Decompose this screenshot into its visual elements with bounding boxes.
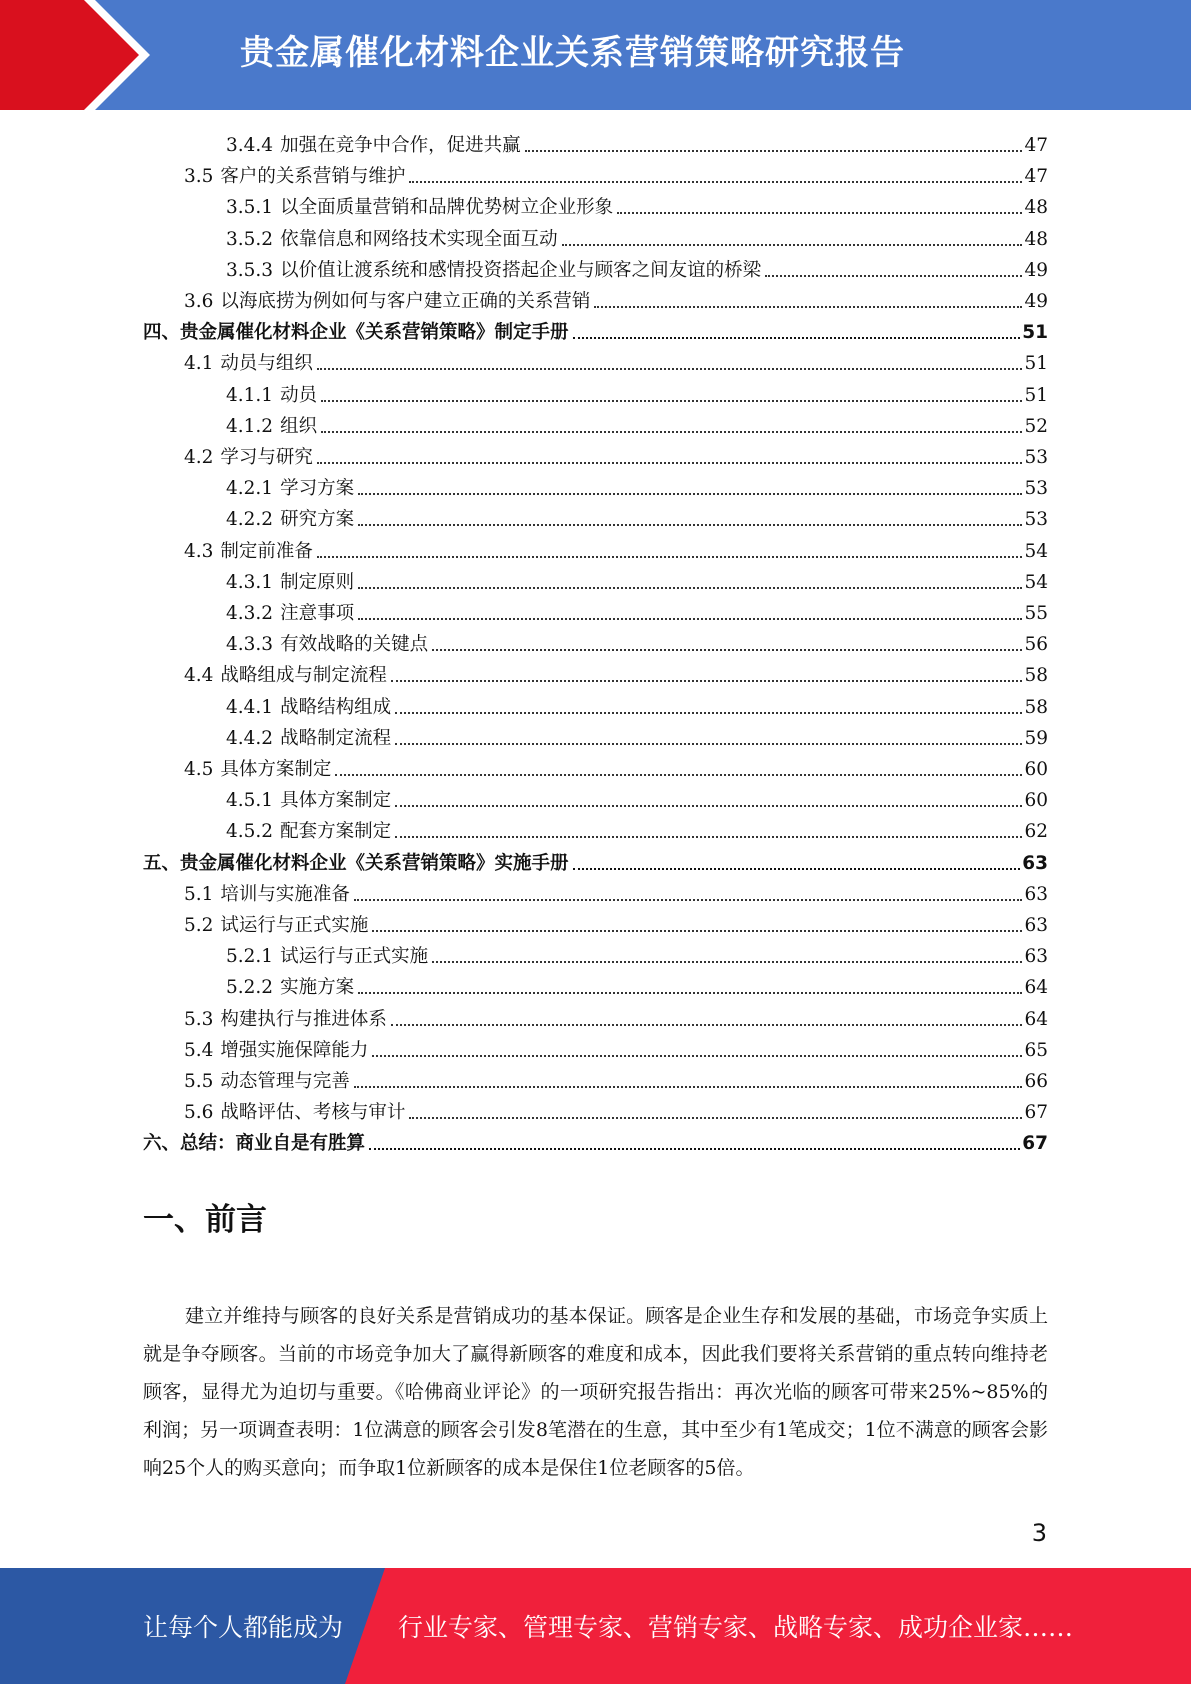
toc-entry-number: 5.6 [184, 1102, 214, 1124]
page-header [0, 0, 1191, 110]
toc-entry[interactable] [226, 501, 1048, 532]
toc-entry-page: 48 [1024, 197, 1048, 219]
toc-entry-number: 3.5 [184, 166, 214, 188]
toc-entry[interactable] [184, 533, 1048, 564]
toc-entry[interactable] [226, 470, 1048, 501]
toc-entry-label: 试运行与正式实施 [280, 946, 429, 968]
toc-entry-page: 53 [1024, 478, 1048, 500]
toc-entry-number: 4.2.1 [226, 478, 274, 500]
toc-entry-label: 增强实施保障能力 [220, 1039, 369, 1061]
toc-dot-leader [317, 556, 1023, 558]
toc-dot-leader [391, 680, 1023, 682]
toc-entry[interactable] [226, 626, 1048, 657]
toc-entry-label: 学习方案 [280, 478, 355, 500]
toc-entry-number: 5.2.2 [226, 977, 274, 999]
footer-slogan-right: 行业专家、管理专家、营销专家、战略专家、成功企业家…… [398, 1613, 1074, 1642]
toc-entry[interactable] [184, 657, 1048, 688]
toc-entry-number: 4.4 [184, 665, 214, 687]
toc-entry[interactable] [184, 439, 1048, 470]
toc-entry[interactable] [184, 751, 1048, 782]
toc-entry-page: 64 [1024, 977, 1048, 999]
toc-entry-label: 依靠信息和网络技术实现全面互动 [280, 228, 558, 250]
toc-entry[interactable] [226, 377, 1048, 408]
toc-entry-number: 5.2.1 [226, 946, 274, 968]
toc-entry-number: 5.3 [184, 1008, 214, 1030]
toc-entry-label: 战略组成与制定流程 [220, 665, 387, 687]
toc-entry-page: 67 [1024, 1102, 1048, 1124]
toc-entry-page: 52 [1024, 415, 1048, 437]
toc-dot-leader [562, 244, 1023, 246]
toc-dot-leader [594, 306, 1022, 308]
toc-entry-number: 5.1 [184, 883, 214, 905]
section-heading: 一、前言 [143, 1202, 267, 1238]
toc-entry-label: 动员 [280, 384, 318, 406]
toc-entry[interactable] [226, 689, 1048, 720]
toc-entry-page: 60 [1024, 790, 1048, 812]
toc-entry-number: 3.5.1 [226, 197, 274, 219]
toc-dot-leader [317, 462, 1023, 464]
report-title: 贵金属催化材料企业关系营销策略研究报告 [240, 33, 905, 73]
toc-entry-number: 3.6 [184, 291, 214, 312]
toc-entry-page: 58 [1024, 665, 1048, 687]
toc-dot-leader [395, 712, 1022, 714]
toc-dot-leader [335, 774, 1022, 776]
toc-entry-page: 62 [1024, 821, 1048, 843]
toc-dot-leader [358, 493, 1022, 495]
toc-entry-page: 54 [1024, 571, 1048, 593]
toc-entry-label: 配套方案制定 [280, 821, 392, 843]
toc-entry-page: 65 [1024, 1039, 1048, 1061]
toc-dot-leader [432, 649, 1022, 651]
toc-entry[interactable] [184, 1032, 1048, 1063]
toc-dot-leader [409, 1117, 1022, 1119]
toc-entry-label: 试运行与正式实施 [220, 915, 369, 936]
toc-entry-number: 4.4.1 [226, 696, 274, 718]
toc-dot-leader [525, 150, 1023, 152]
toc-entry-page: 47 [1024, 135, 1048, 156]
toc-dot-leader [395, 805, 1022, 807]
toc-dot-leader [354, 1086, 1023, 1088]
toc-entry[interactable] [226, 564, 1048, 595]
toc-entry-label: 有效战略的关键点 [280, 634, 429, 656]
toc-entry-page: 56 [1024, 634, 1048, 656]
toc-entry-label: 五、贵金属催化材料企业《关系营销策略》实施手册 [143, 852, 569, 874]
toc-entry-page: 64 [1024, 1008, 1048, 1030]
toc-dot-leader [372, 930, 1022, 932]
toc-dot-leader [358, 587, 1022, 589]
toc-entry-number: 4.5 [184, 759, 214, 780]
toc-entry-label: 战略制定流程 [280, 727, 392, 749]
toc-entry[interactable] [184, 158, 1048, 189]
toc-entry-label: 六、总结：商业自是有胜算 [143, 1133, 366, 1155]
toc-entry-page: 63 [1024, 915, 1048, 936]
toc-dot-leader [358, 618, 1022, 620]
toc-entry[interactable] [184, 345, 1048, 376]
toc-entry-label: 动态管理与完善 [220, 1071, 350, 1092]
toc-entry-page: 51 [1022, 322, 1048, 344]
toc-dot-leader [573, 868, 1021, 870]
toc-chapter-entry[interactable] [143, 1125, 1048, 1156]
toc-entry[interactable] [226, 595, 1048, 626]
toc-entry-label: 构建执行与推进体系 [220, 1008, 387, 1030]
toc-entry-page: 53 [1024, 509, 1048, 531]
toc-entry[interactable] [226, 813, 1048, 844]
toc-entry[interactable] [226, 221, 1048, 252]
toc-entry-number: 3.5.2 [226, 228, 274, 250]
toc-entry-label: 注意事项 [280, 603, 355, 624]
toc-dot-leader [369, 1148, 1020, 1150]
toc-entry[interactable] [226, 252, 1048, 283]
toc-entry-number: 4.1 [184, 353, 214, 375]
toc-dot-leader [765, 275, 1022, 277]
toc-entry-page: 54 [1024, 540, 1048, 562]
toc-entry[interactable] [226, 969, 1048, 1000]
toc-entry-label: 组织 [280, 415, 318, 437]
toc-entry-page: 49 [1024, 259, 1048, 281]
toc-entry-number: 4.3.2 [226, 603, 274, 624]
footer-slogan-left: 让每个人都能成为 [143, 1613, 344, 1642]
toc-entry-page: 63 [1022, 852, 1048, 874]
toc-entry-page: 66 [1024, 1071, 1048, 1092]
toc-entry-label: 具体方案制定 [220, 759, 332, 780]
toc-entry[interactable] [184, 1063, 1048, 1094]
toc-entry-label: 以全面质量营销和品牌优势树立企业形象 [280, 197, 614, 219]
toc-entry-label: 加强在竞争中合作，促进共赢 [280, 135, 521, 156]
toc-entry-label: 四、贵金属催化材料企业《关系营销策略》制定手册 [143, 322, 569, 344]
toc-entry-number: 3.4.4 [226, 135, 274, 156]
toc-entry-page: 60 [1024, 759, 1048, 780]
toc-entry-page: 63 [1024, 883, 1048, 905]
toc-dot-leader [321, 431, 1022, 433]
toc-entry[interactable] [184, 907, 1048, 938]
toc-dot-leader [358, 524, 1022, 526]
toc-dot-leader [617, 212, 1022, 214]
red-arrow-decoration [0, 0, 150, 110]
toc-chapter-entry[interactable] [143, 314, 1048, 345]
toc-chapter-entry[interactable] [143, 845, 1048, 876]
toc-entry-label: 以海底捞为例如何与客户建立正确的关系营销 [220, 291, 591, 312]
toc-entry-page: 55 [1024, 603, 1048, 624]
toc-entry-label: 制定前准备 [220, 540, 313, 562]
toc-entry-label: 学习与研究 [220, 447, 313, 468]
page-footer [0, 1568, 1191, 1684]
toc-entry-page: 63 [1024, 946, 1048, 968]
toc-entry-page: 58 [1024, 696, 1048, 718]
toc-entry[interactable] [226, 938, 1048, 969]
toc-entry-number: 5.4 [184, 1039, 214, 1061]
toc-dot-leader [409, 181, 1022, 183]
toc-entry-number: 4.5.2 [226, 821, 274, 843]
toc-dot-leader [395, 743, 1022, 745]
toc-entry-page: 59 [1024, 727, 1048, 749]
toc-entry-label: 实施方案 [280, 977, 355, 999]
toc-entry[interactable] [184, 1094, 1048, 1125]
toc-entry[interactable] [226, 189, 1048, 220]
toc-entry-page: 53 [1024, 447, 1048, 468]
toc-entry-number: 4.3.1 [226, 571, 274, 593]
toc-entry-label: 战略结构组成 [280, 696, 392, 718]
toc-entry[interactable] [184, 1001, 1048, 1032]
toc-dot-leader [432, 961, 1022, 963]
body-paragraph: 建立并维持与顾客的良好关系是营销成功的基本保证。顾客是企业生存和发展的基础，市场竞争实质上就是争夺顾客。当前的市场竞争加大了赢得新顾客的难度和成本，因此我们要将关系营销的重点转向维持老顾客，显得尤为迫切与重要。《哈佛商业评论》的一项研究报告指出：再次光临的顾客可带来25%~85%的利润；另一项调查表明：1位满意的顾客会引发8笔潜在的生意，其中至少有1笔成交；1位不满意的顾客会影响25个人的购买意向；而争取1位新顾客的成本是保住1位老顾客的5倍。 [143, 1305, 1048, 1479]
toc-entry-page: 67 [1022, 1133, 1048, 1155]
toc-entry-number: 4.2.2 [226, 509, 274, 531]
toc-entry[interactable] [184, 876, 1048, 907]
page-number: 3 [1031, 1519, 1047, 1547]
toc-entry[interactable] [226, 782, 1048, 813]
toc-entry-number: 4.1.1 [226, 384, 274, 406]
toc-dot-leader [321, 400, 1022, 402]
toc-dot-leader [317, 368, 1023, 370]
toc-dot-leader [391, 1024, 1023, 1026]
toc-entry-number: 4.2 [184, 447, 214, 468]
toc-entry-label: 研究方案 [280, 509, 355, 531]
toc-entry-page: 51 [1024, 353, 1048, 375]
toc-entry-label: 战略评估、考核与审计 [220, 1102, 406, 1124]
toc-entry-number: 4.4.2 [226, 727, 274, 749]
toc-dot-leader [372, 1055, 1022, 1057]
toc-entry-page: 48 [1024, 228, 1048, 250]
toc-entry-label: 具体方案制定 [280, 790, 392, 812]
toc-dot-leader [354, 899, 1023, 901]
toc-entry-label: 以价值让渡系统和感情投资搭起企业与顾客之间友谊的桥梁 [280, 259, 762, 281]
toc-entry-number: 4.5.1 [226, 790, 274, 812]
toc-entry-page: 51 [1024, 384, 1048, 406]
toc-entry[interactable] [226, 720, 1048, 751]
toc-entry-page: 49 [1024, 291, 1048, 312]
toc-entry-label: 培训与实施准备 [220, 883, 350, 905]
toc-entry-number: 4.3 [184, 540, 214, 562]
toc-entry-label: 客户的关系营销与维护 [220, 166, 406, 188]
toc-dot-leader [573, 337, 1021, 339]
toc-entry-page: 47 [1024, 166, 1048, 188]
toc-dot-leader [395, 836, 1022, 838]
toc-entry-number: 4.3.3 [226, 634, 274, 656]
toc-dot-leader [358, 992, 1022, 994]
toc-entry-number: 5.5 [184, 1071, 214, 1092]
toc-entry-label: 制定原则 [280, 571, 355, 593]
toc-entry-number: 5.2 [184, 915, 214, 936]
toc-entry-number: 3.5.3 [226, 259, 274, 281]
toc-entry[interactable] [184, 283, 1048, 314]
toc-entry[interactable] [226, 127, 1048, 158]
toc-entry-label: 动员与组织 [220, 353, 313, 375]
toc-entry[interactable] [226, 408, 1048, 439]
toc-entry-number: 4.1.2 [226, 415, 274, 437]
